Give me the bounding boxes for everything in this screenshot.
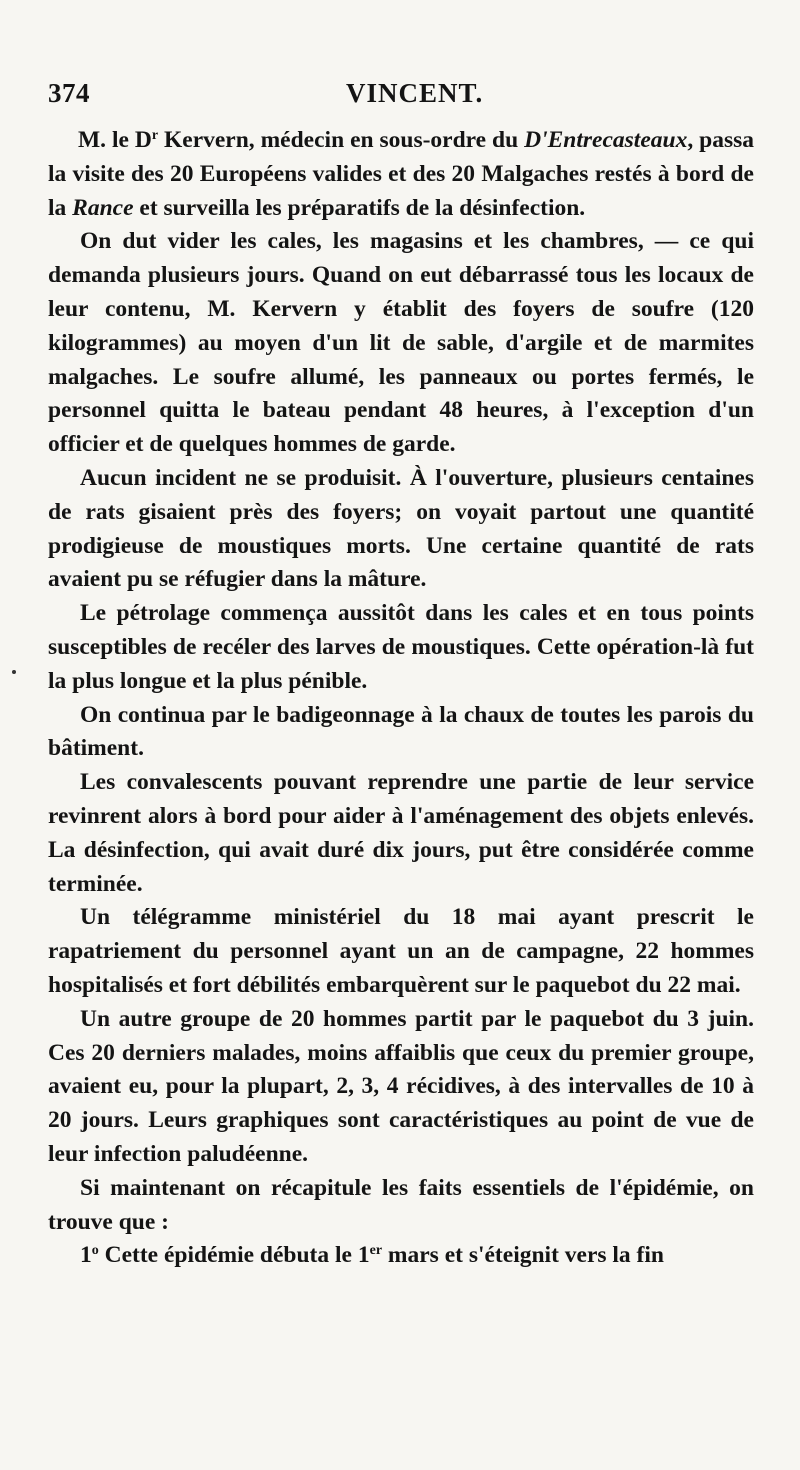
- page-header: [48, 78, 752, 112]
- body-text: [48, 124, 754, 1273]
- paragraph-3: Aucun incident ne se produisit. À l'ouverture, plusieurs centaines de rats gisaient près des foyers; on voyait partout une quantité prodigieuse de moustiques morts. Une certaine quantité de rats avaient pu se réfugier dans la mâture.: [48, 464, 754, 593]
- paragraph-8: Un autre groupe de 20 hommes partit par le paquebot du 3 juin. Ces 20 derniers malades, moins affaiblis que ceux du premier groupe, avaient eu, pour la plupart, 2, 3, 4 récidives, à des intervalles de 10 à 20 jours. Leurs graphiques sont caractéristiques au point de vue de leur infection paludéenne.: [48, 1005, 754, 1167]
- paragraph-4: Le pétrolage commença aussitôt dans les cales et en tous points susceptibles de recéler des larves de moustiques. Cette opération-là fut la plus longue et la plus pénible.: [48, 600, 754, 694]
- paragraph-2: On dut vider les cales, les magasins et les chambres, — ce qui demanda plusieurs jours. Quand on eut débarrassé tous les locaux de leur contenu, M. Kervern y établit des foyers de soufre (120 kilogrammes) au moyen d'un lit de sable, d'argile et de marmites malgaches. Le soufre allumé, les panneaux ou portes fermés, le personnel quitta le bateau pendant 48 heures, à l'exception d'un officier et de quelques hommes de garde.: [48, 228, 754, 458]
- running-head: VINCENT.: [346, 78, 484, 108]
- paragraph-1: M. le $D^r$ Kervern, médecin en sous-ordre du D'Entrecasteaux, passa la visite des 20 Européens valides et des 20 Malgaches restés à bord de la Rance et surveilla les préparatifs de la désinfection.: [48, 127, 754, 221]
- paragraph-7: Un télégramme ministériel du 18 mai ayant prescrit le rapatriement du personnel ayant un an de campagne, 22 hommes hospitalisés et fort débilités embarquèrent sur le paquebot du 22 mai.: [48, 904, 754, 998]
- paragraph-9: Si maintenant on récapitule les faits essentiels de l'épidémie, on trouve que :: [48, 1174, 754, 1235]
- margin-speck: [12, 670, 16, 674]
- paragraph-10: 1$^o$ Cette épidémie débuta le 1er mars et s'éteignit vers la fin: [80, 1242, 664, 1269]
- paragraph-6: Les convalescents pouvant reprendre une partie de leur service revinrent alors à bord pour aider à l'aménagement des objets enlevés. La désinfection, qui avait duré dix jours, put être considérée comme terminée.: [48, 769, 754, 897]
- page-number: 374: [48, 78, 90, 108]
- paragraph-5: On continua par le badigeonnage à la chaux de toutes les parois du bâtiment.: [48, 701, 754, 762]
